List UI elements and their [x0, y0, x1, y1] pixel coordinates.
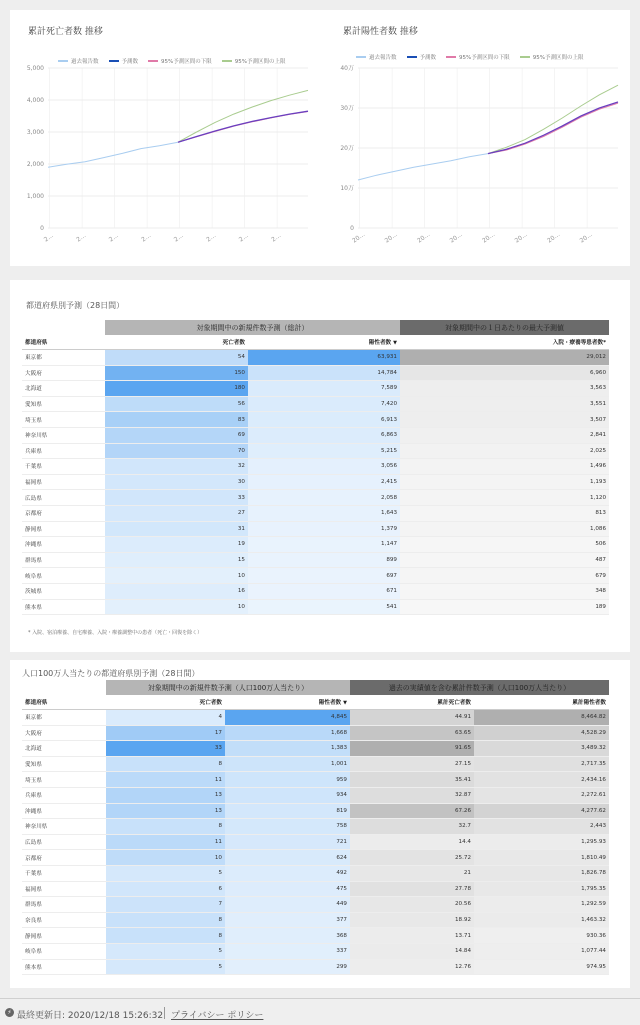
x-tick-label: 2…: [270, 232, 283, 244]
value-cell: 671: [248, 583, 400, 599]
value-cell: 11: [106, 834, 225, 850]
value-cell: 3,489.32: [474, 741, 609, 757]
prefecture-cell: 北海道: [22, 381, 105, 397]
value-cell: 33: [105, 490, 248, 506]
value-cell: 44.91: [350, 710, 474, 726]
value-cell: 475: [225, 881, 350, 897]
column-header-prefecture[interactable]: 都道府県: [22, 695, 106, 710]
privacy-policy-link[interactable]: プライバシー ポリシー: [171, 1011, 264, 1021]
value-cell: 7,420: [248, 396, 400, 412]
value-cell: 63,931: [248, 350, 400, 366]
table-row[interactable]: [22, 943, 609, 959]
table-row[interactable]: [22, 599, 609, 615]
value-cell: 70: [105, 443, 248, 459]
x-tick-label: 2…: [237, 232, 250, 244]
table-row[interactable]: [22, 381, 609, 397]
x-tick-label: 20…: [546, 230, 562, 245]
value-cell: 2,717.35: [474, 756, 609, 772]
table-row[interactable]: [22, 959, 609, 975]
value-cell: 8: [106, 912, 225, 928]
table-row[interactable]: [22, 396, 609, 412]
value-cell: 30: [105, 474, 248, 490]
value-cell: 1,379: [248, 521, 400, 537]
prefecture-cell: 群馬県: [22, 897, 106, 913]
value-cell: 2,443: [474, 819, 609, 835]
past-reports-line: [358, 154, 488, 180]
group-header-per-million-cumulative: 過去の実績値を含む累計件数予測（人口100万人当たり）: [350, 680, 609, 695]
prefecture-cell: 茨城県: [22, 583, 105, 599]
value-cell: 32.7: [350, 819, 474, 835]
sort-desc-icon: ▼: [343, 700, 347, 706]
value-cell: 2,841: [400, 427, 609, 443]
column-header-cumulative-deaths[interactable]: 累計死亡者数: [350, 695, 474, 710]
prefecture-cell: 愛知県: [22, 396, 105, 412]
value-cell: 1,147: [248, 537, 400, 553]
prefecture-cell: 沖縄県: [22, 803, 106, 819]
prefecture-cell: 奈良県: [22, 912, 106, 928]
table-row[interactable]: [22, 865, 609, 881]
value-cell: 1,826.78: [474, 865, 609, 881]
prefecture-cell: 岐阜県: [22, 568, 105, 584]
legend-label: 過去報告数: [71, 59, 99, 65]
column-header-patients[interactable]: 入院・療養等患者数*: [400, 335, 609, 350]
value-cell: 16: [105, 583, 248, 599]
prefecture-cell: 熊本県: [22, 959, 106, 975]
value-cell: 2,058: [248, 490, 400, 506]
footer-divider: [164, 1007, 165, 1019]
value-cell: 54: [105, 350, 248, 366]
lower-bound-line: [178, 112, 308, 143]
value-cell: 506: [400, 537, 609, 553]
value-cell: 4: [106, 710, 225, 726]
group-header-blank: [22, 320, 105, 335]
value-cell: 2,025: [400, 443, 609, 459]
value-cell: 31: [105, 521, 248, 537]
value-cell: 32.87: [350, 787, 474, 803]
value-cell: 1,463.32: [474, 912, 609, 928]
value-cell: 1,001: [225, 756, 350, 772]
value-cell: 1,643: [248, 505, 400, 521]
value-cell: 3,551: [400, 396, 609, 412]
value-cell: 899: [248, 552, 400, 568]
table-row[interactable]: [22, 741, 609, 757]
value-cell: 33: [106, 741, 225, 757]
value-cell: 69: [105, 427, 248, 443]
prefecture-cell: 愛知県: [22, 756, 106, 772]
value-cell: 14.4: [350, 834, 474, 850]
table-row[interactable]: [22, 490, 609, 506]
value-cell: 959: [225, 772, 350, 788]
table-row[interactable]: [22, 459, 609, 475]
value-cell: 15: [105, 552, 248, 568]
value-cell: 934: [225, 787, 350, 803]
value-cell: 32: [105, 459, 248, 475]
value-cell: 1,295.93: [474, 834, 609, 850]
value-cell: 1,496: [400, 459, 609, 475]
value-cell: 819: [225, 803, 350, 819]
table-row[interactable]: [22, 537, 609, 553]
prefecture-cell: 東京都: [22, 350, 105, 366]
prefecture-cell: 静岡県: [22, 521, 105, 537]
value-cell: 813: [400, 505, 609, 521]
group-header-period-total: 対象期間中の新規件数予測（総計）: [105, 320, 400, 335]
group-header-per-million-period: 対象期間中の新規件数予測（人口100万人当たり）: [106, 680, 350, 695]
value-cell: 180: [105, 381, 248, 397]
y-tick-label: 30万: [340, 105, 354, 112]
table-row[interactable]: [22, 365, 609, 381]
prefecture-cell: 広島県: [22, 834, 106, 850]
value-cell: 6,863: [248, 427, 400, 443]
prefecture-cell: 岐阜県: [22, 943, 106, 959]
legend-label: 予測数: [419, 55, 437, 61]
prefecture-cell: 北海道: [22, 741, 106, 757]
x-tick-label: 2…: [140, 232, 153, 244]
value-cell: 697: [248, 568, 400, 584]
value-cell: 67.26: [350, 803, 474, 819]
value-cell: 10: [106, 850, 225, 866]
value-cell: 2,434.16: [474, 772, 609, 788]
table-row[interactable]: [22, 568, 609, 584]
table-row[interactable]: [22, 552, 609, 568]
table-row[interactable]: [22, 819, 609, 835]
prefecture-cell: 埼玉県: [22, 412, 105, 428]
y-tick-label: 2,000: [26, 161, 44, 168]
value-cell: 56: [105, 396, 248, 412]
value-cell: 5: [106, 943, 225, 959]
prefecture-cell: 神奈川県: [22, 427, 105, 443]
value-cell: 721: [225, 834, 350, 850]
value-cell: 8: [106, 928, 225, 944]
table-row[interactable]: [22, 912, 609, 928]
value-cell: 492: [225, 865, 350, 881]
value-cell: 83: [105, 412, 248, 428]
column-header-positives[interactable]: 陽性者数 ▼: [225, 695, 350, 710]
value-cell: 1,810.49: [474, 850, 609, 866]
cases-line-chart[interactable]: [330, 52, 620, 252]
value-cell: 12.76: [350, 959, 474, 975]
value-cell: 18.92: [350, 912, 474, 928]
y-tick-label: 4,000: [26, 97, 44, 104]
y-tick-label: 0: [40, 225, 44, 232]
value-cell: 6,960: [400, 365, 609, 381]
value-cell: 6: [106, 881, 225, 897]
group-header-daily-max: 対象期間中の１日あたりの最大予測値: [400, 320, 609, 335]
x-tick-label: 20…: [383, 230, 399, 245]
value-cell: 10: [105, 568, 248, 584]
table-row[interactable]: [22, 756, 609, 772]
value-cell: 5: [106, 865, 225, 881]
value-cell: 17: [106, 725, 225, 741]
y-tick-label: 5,000: [26, 65, 44, 72]
value-cell: 7,589: [248, 381, 400, 397]
value-cell: 8,464.82: [474, 710, 609, 726]
prefecture-cell: 群馬県: [22, 552, 105, 568]
prefecture-cell: 広島県: [22, 490, 105, 506]
table-row[interactable]: [22, 710, 609, 726]
cases-chart-title: 累計陽性者数 推移: [343, 27, 418, 37]
page-footer: [0, 998, 640, 1025]
table-row[interactable]: [22, 850, 609, 866]
value-cell: 7: [106, 897, 225, 913]
value-cell: 63.65: [350, 725, 474, 741]
y-tick-label: 3,000: [26, 129, 44, 136]
value-cell: 974.95: [474, 959, 609, 975]
value-cell: 19: [105, 537, 248, 553]
x-tick-label: 2…: [42, 232, 55, 244]
value-cell: 4,845: [225, 710, 350, 726]
column-header-deaths[interactable]: 死亡者数: [106, 695, 225, 710]
prefecture-cell: 沖縄県: [22, 537, 105, 553]
table-row[interactable]: [22, 427, 609, 443]
per-million-forecast-title: 人口100万人当たりの都道府県別予測（28日間）: [22, 669, 200, 678]
legend-label: 過去報告数: [369, 55, 397, 61]
legend-label: 95%予測区間の下限: [459, 55, 510, 61]
value-cell: 1,193: [400, 474, 609, 490]
table-row[interactable]: [22, 881, 609, 897]
value-cell: 14.84: [350, 943, 474, 959]
table-row[interactable]: [22, 583, 609, 599]
x-tick-label: 20…: [481, 230, 497, 245]
prefecture-forecast-table: [22, 320, 609, 615]
last-updated-text: 最終更新日: 2020/12/18 15:26:32: [17, 1011, 164, 1021]
value-cell: 449: [225, 897, 350, 913]
table-row[interactable]: [22, 443, 609, 459]
prefecture-cell: 埼玉県: [22, 772, 106, 788]
value-cell: 150: [105, 365, 248, 381]
value-cell: 3,563: [400, 381, 609, 397]
lightning-icon: ⚡: [5, 1008, 14, 1017]
x-tick-label: 2…: [107, 232, 120, 244]
value-cell: 2,415: [248, 474, 400, 490]
table-row[interactable]: [22, 350, 609, 366]
value-cell: 13: [106, 803, 225, 819]
value-cell: 4,277.62: [474, 803, 609, 819]
value-cell: 1,795.35: [474, 881, 609, 897]
value-cell: 348: [400, 583, 609, 599]
table-row[interactable]: [22, 787, 609, 803]
value-cell: 1,077.44: [474, 943, 609, 959]
value-cell: 5: [106, 959, 225, 975]
column-header-cumulative-positives[interactable]: 累計陽性者数: [474, 695, 609, 710]
x-tick-label: 20…: [351, 230, 367, 245]
value-cell: 758: [225, 819, 350, 835]
per-million-forecast-table: [22, 680, 609, 975]
table-row[interactable]: [22, 772, 609, 788]
value-cell: 1,383: [225, 741, 350, 757]
upper-bound-line: [178, 90, 308, 142]
prefecture-cell: 兵庫県: [22, 787, 106, 803]
value-cell: 25.72: [350, 850, 474, 866]
value-cell: 3,056: [248, 459, 400, 475]
past-reports-line: [48, 142, 178, 167]
table-row[interactable]: [22, 803, 609, 819]
value-cell: 20.56: [350, 897, 474, 913]
value-cell: 27.78: [350, 881, 474, 897]
lower-bound-line: [488, 103, 618, 153]
prefecture-cell: 千葉県: [22, 865, 106, 881]
value-cell: 679: [400, 568, 609, 584]
value-cell: 91.65: [350, 741, 474, 757]
legend-label: 95%予測区間の上限: [234, 59, 286, 65]
value-cell: 1,668: [225, 725, 350, 741]
deaths-line-chart[interactable]: [20, 52, 310, 252]
table-footnote: * 入院、宿泊療養、自宅療養、入院・療養調整中の患者（死亡・回復を除く）: [28, 630, 203, 636]
prefecture-cell: 静岡県: [22, 928, 106, 944]
prefecture-cell: 神奈川県: [22, 819, 106, 835]
value-cell: 27: [105, 505, 248, 521]
prefecture-cell: 大阪府: [22, 365, 105, 381]
table-row[interactable]: [22, 897, 609, 913]
value-cell: 1,086: [400, 521, 609, 537]
value-cell: 299: [225, 959, 350, 975]
x-tick-label: 20…: [578, 230, 594, 245]
y-tick-label: 0: [350, 225, 354, 232]
value-cell: 337: [225, 943, 350, 959]
prefecture-cell: 福岡県: [22, 881, 106, 897]
value-cell: 1,292.59: [474, 897, 609, 913]
prefecture-cell: 京都府: [22, 505, 105, 521]
value-cell: 368: [225, 928, 350, 944]
y-tick-label: 40万: [340, 65, 354, 72]
value-cell: 189: [400, 599, 609, 615]
x-tick-label: 2…: [205, 232, 218, 244]
table-row[interactable]: [22, 834, 609, 850]
value-cell: 21: [350, 865, 474, 881]
value-cell: 487: [400, 552, 609, 568]
table-row[interactable]: [22, 928, 609, 944]
x-tick-label: 20…: [416, 230, 432, 245]
value-cell: 8: [106, 819, 225, 835]
legend-label: 予測数: [121, 59, 139, 65]
table-row[interactable]: [22, 474, 609, 490]
value-cell: 8: [106, 756, 225, 772]
deaths-chart-title: 累計死亡者数 推移: [28, 27, 103, 37]
prefecture-cell: 大阪府: [22, 725, 106, 741]
value-cell: 377: [225, 912, 350, 928]
table-row[interactable]: [22, 521, 609, 537]
x-tick-label: 20…: [513, 230, 529, 245]
prefecture-cell: 京都府: [22, 850, 106, 866]
value-cell: 5,215: [248, 443, 400, 459]
table-row[interactable]: [22, 725, 609, 741]
y-tick-label: 10万: [340, 185, 354, 192]
value-cell: 1,120: [400, 490, 609, 506]
x-tick-label: 20…: [448, 230, 464, 245]
value-cell: 35.41: [350, 772, 474, 788]
prefecture-cell: 福岡県: [22, 474, 105, 490]
value-cell: 14,784: [248, 365, 400, 381]
upper-bound-line: [488, 85, 618, 153]
legend-label: 95%予測区間の下限: [161, 59, 212, 65]
value-cell: 930.36: [474, 928, 609, 944]
table-row[interactable]: [22, 412, 609, 428]
value-cell: 27.15: [350, 756, 474, 772]
column-header-prefecture[interactable]: 都道府県: [22, 335, 105, 350]
y-tick-label: 20万: [340, 145, 354, 152]
forecast-line: [178, 111, 308, 142]
prefecture-cell: 兵庫県: [22, 443, 105, 459]
value-cell: 624: [225, 850, 350, 866]
legend-label: 95%予測区間の上限: [532, 55, 584, 61]
value-cell: 10: [105, 599, 248, 615]
value-cell: 13: [106, 787, 225, 803]
value-cell: 541: [248, 599, 400, 615]
value-cell: 2,272.61: [474, 787, 609, 803]
sort-desc-icon: ▼: [393, 340, 397, 346]
value-cell: 11: [106, 772, 225, 788]
value-cell: 6,913: [248, 412, 400, 428]
prefecture-cell: 千葉県: [22, 459, 105, 475]
table-row[interactable]: [22, 505, 609, 521]
y-tick-label: 1,000: [26, 193, 44, 200]
column-header-positives[interactable]: 陽性者数 ▼: [248, 335, 400, 350]
x-tick-label: 2…: [75, 232, 88, 244]
value-cell: 4,528.29: [474, 725, 609, 741]
x-tick-label: 2…: [172, 232, 185, 244]
prefecture-cell: 東京都: [22, 710, 106, 726]
group-header-blank: [22, 680, 106, 695]
value-cell: 29,012: [400, 350, 609, 366]
prefecture-cell: 熊本県: [22, 599, 105, 615]
prefecture-forecast-title: 都道府県別予測（28日間）: [26, 301, 125, 310]
column-header-deaths[interactable]: 死亡者数: [105, 335, 248, 350]
value-cell: 13.71: [350, 928, 474, 944]
value-cell: 3,507: [400, 412, 609, 428]
